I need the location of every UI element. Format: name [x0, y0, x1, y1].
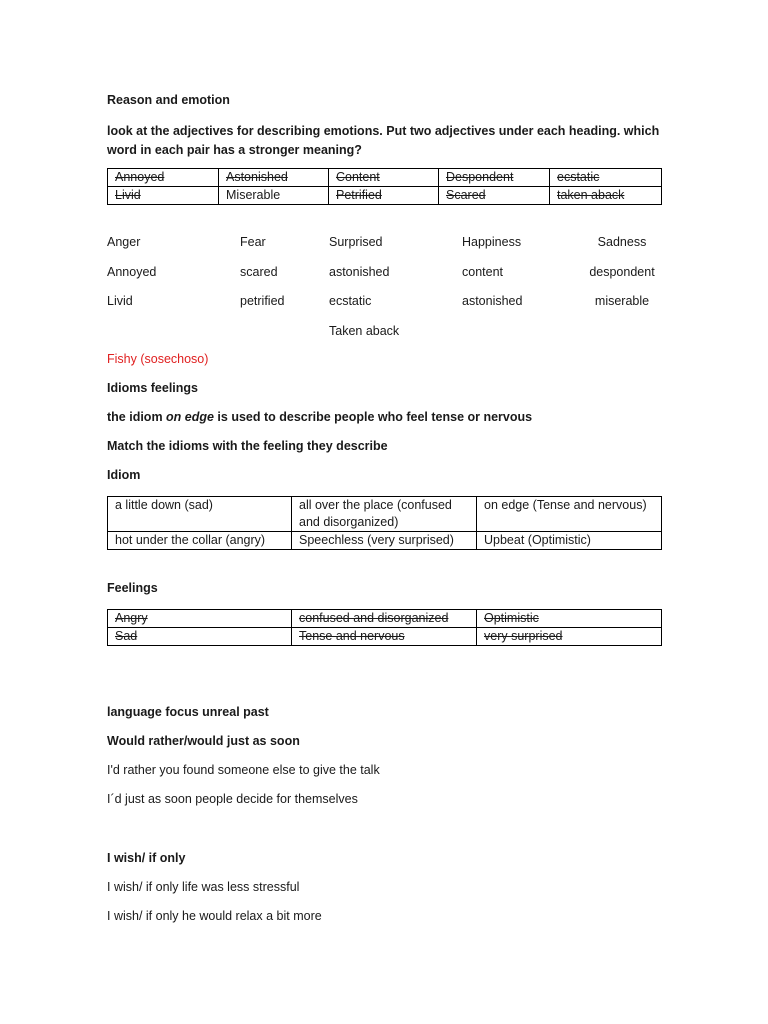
- table-cell: Optimistic: [477, 610, 662, 628]
- emotion-column-sadness: [567, 234, 677, 323]
- table-cell: Despondent: [439, 169, 550, 187]
- page-title: Reason and emotion: [107, 93, 230, 107]
- list-item: Livid: [107, 294, 133, 308]
- table-cell: Astonished: [219, 169, 329, 187]
- list-item: content: [462, 264, 504, 279]
- idioms-heading: Idioms feelings: [107, 381, 198, 395]
- feelings-table: [107, 609, 662, 646]
- emotion-column-anger: [107, 234, 217, 323]
- wish-heading: I wish/ if only: [107, 851, 186, 865]
- list-item: Taken aback: [329, 323, 400, 338]
- idiom-table: [107, 496, 662, 550]
- language-focus-heading: language focus unreal past: [107, 705, 269, 719]
- table-cell: hot under the collar (angry): [108, 532, 292, 550]
- table-row: [108, 610, 662, 628]
- sentence-start: the idiom: [107, 410, 167, 424]
- example-sentence: I wish/ if only he would relax a bit more: [107, 909, 322, 923]
- table-cell: ecstatic: [550, 169, 662, 187]
- list-item: Annoyed: [107, 264, 157, 279]
- table-cell: Speechless (very surprised): [292, 532, 477, 550]
- feelings-label: Feelings: [107, 581, 158, 595]
- table-cell: Miserable: [219, 187, 329, 205]
- match-instruction: Match the idioms with the feeling they describe: [107, 439, 388, 453]
- table-cell: Petrified: [329, 187, 439, 205]
- table-cell: Content: [329, 169, 439, 187]
- example-sentence: I´d just as soon people decide for themselves: [107, 792, 358, 806]
- list-item: scared: [240, 264, 278, 279]
- table-row: [108, 187, 662, 205]
- table-row: [108, 532, 662, 550]
- example-sentence: I'd rather you found someone else to give the talk: [107, 763, 380, 777]
- table-cell: on edge (Tense and nervous): [477, 497, 662, 532]
- table-cell: Scared: [439, 187, 550, 205]
- table-cell: Livid: [108, 187, 219, 205]
- column-heading: Fear: [240, 235, 266, 249]
- table-cell: confused and disorganized: [292, 610, 477, 628]
- table-cell: a little down (sad): [108, 497, 292, 532]
- table-cell: Upbeat (Optimistic): [477, 532, 662, 550]
- note-text: Fishy (sosechoso): [107, 352, 209, 366]
- table-cell: Sad: [108, 628, 292, 646]
- column-heading: Happiness: [462, 235, 522, 249]
- table-cell: Annoyed: [108, 169, 219, 187]
- sentence-end: is used to describe people who feel tense or nervous: [213, 410, 533, 424]
- idiom-emphasis: on edge: [166, 410, 214, 424]
- list-item: astonished: [462, 294, 523, 308]
- list-item: ecstatic: [329, 294, 372, 308]
- table-cell: taken aback: [550, 187, 662, 205]
- list-item: astonished: [329, 264, 390, 279]
- column-heading: Anger: [107, 235, 141, 249]
- instruction: look at the adjectives for describing emotions. Put two adjectives under each heading. which word in each pair has a stronger meaning?: [107, 124, 660, 157]
- table-row: [108, 628, 662, 646]
- table-cell: very surprised: [477, 628, 662, 646]
- list-item: miserable: [594, 294, 650, 308]
- adjective-table: [107, 168, 662, 205]
- table-cell: all over the place (confused and disorganized): [292, 497, 477, 532]
- would-rather-heading: Would rather/would just as soon: [107, 734, 300, 748]
- emotion-column-surprised: [329, 234, 439, 352]
- list-item: petrified: [240, 294, 285, 308]
- table-row: [108, 169, 662, 187]
- table-cell: Tense and nervous: [292, 628, 477, 646]
- column-heading: Sadness: [597, 235, 647, 249]
- emotion-column-happiness: [462, 234, 572, 323]
- column-heading: Surprised: [329, 235, 383, 249]
- list-item: despondent: [589, 264, 655, 279]
- idiom-sentence: [107, 409, 532, 425]
- idiom-label: Idiom: [107, 468, 141, 482]
- table-row: [108, 497, 662, 532]
- table-cell: Angry: [108, 610, 292, 628]
- example-sentence: I wish/ if only life was less stressful: [107, 880, 300, 894]
